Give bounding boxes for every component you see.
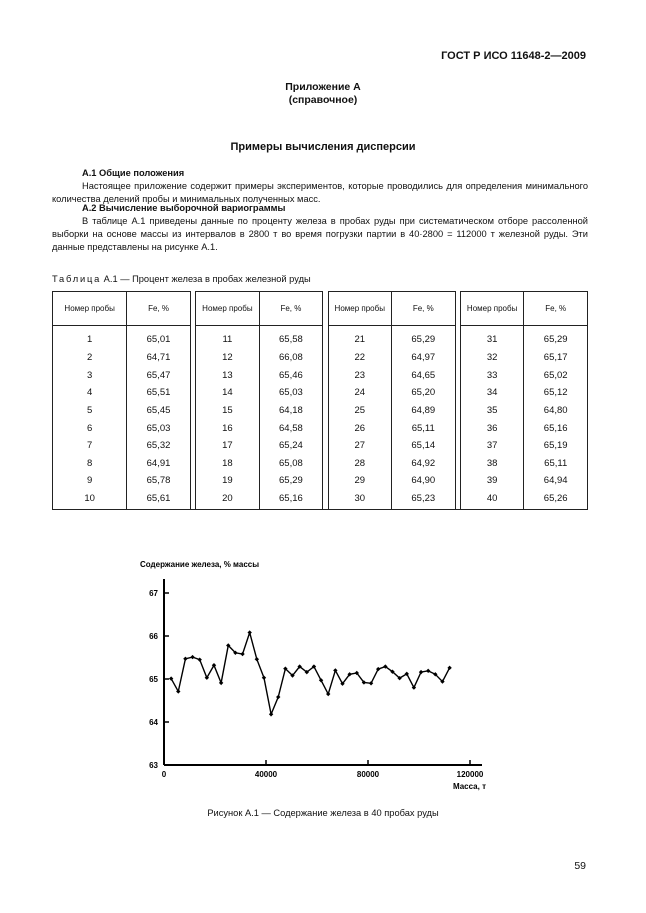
cell-fe-value: 64,18	[259, 402, 323, 420]
cell-sample-number: 38	[460, 455, 524, 473]
data-point	[276, 695, 280, 699]
cell-sample-number: 21	[328, 326, 392, 350]
table-row	[53, 326, 588, 350]
table-caption-text: А.1 — Процент железа в пробах железной руды	[103, 274, 311, 284]
appendix-title: Приложение А	[285, 81, 361, 93]
cell-sample-number: 20	[196, 490, 260, 510]
cell-fe-value: 65,23	[392, 490, 456, 510]
table-caption-prefix: Таблица	[52, 274, 102, 284]
cell-sample-number: 1	[53, 326, 127, 350]
cell-fe-value: 65,03	[127, 419, 191, 437]
a1-heading: А.1 Общие положения	[82, 168, 185, 178]
col-header-sample: Номер пробы	[196, 292, 260, 326]
table-row	[53, 349, 588, 367]
cell-sample-number: 12	[196, 349, 260, 367]
cell-sample-number: 22	[328, 349, 392, 367]
col-header-fe: Fe, %	[392, 292, 456, 326]
col-header-sample: Номер пробы	[328, 292, 392, 326]
cell-sample-number: 34	[460, 384, 524, 402]
cell-fe-value: 65,45	[127, 402, 191, 420]
cell-sample-number: 30	[328, 490, 392, 510]
data-point	[426, 669, 430, 673]
iron-content-table	[52, 291, 588, 510]
cell-fe-value: 66,08	[259, 349, 323, 367]
y-tick-label: 66	[149, 632, 158, 641]
cell-sample-number: 26	[328, 419, 392, 437]
a2-text: В таблице А.1 приведены данные по проценту железа в пробах руды при систематическом отборе рассоленной выборки на основе массы из интервалов в 2800 т во время погрузки партии в 40·2800 = 112000 т железной руды. Эти данные представлены на рисунке А.1.	[52, 216, 588, 253]
cell-sample-number: 3	[53, 367, 127, 385]
cell-sample-number: 35	[460, 402, 524, 420]
cell-sample-number: 16	[196, 419, 260, 437]
cell-fe-value: 65,29	[259, 472, 323, 490]
col-header-fe: Fe, %	[524, 292, 588, 326]
cell-sample-number: 28	[328, 455, 392, 473]
data-point	[255, 657, 259, 661]
cell-sample-number: 14	[196, 384, 260, 402]
cell-fe-value: 65,46	[259, 367, 323, 385]
cell-fe-value: 64,58	[259, 419, 323, 437]
cell-fe-value: 64,92	[392, 455, 456, 473]
cell-fe-value: 65,47	[127, 367, 191, 385]
cell-fe-value: 65,78	[127, 472, 191, 490]
appendix-subtitle: (справочное)	[288, 94, 358, 106]
cell-fe-value: 65,58	[259, 326, 323, 350]
table-row	[53, 419, 588, 437]
cell-sample-number: 18	[196, 455, 260, 473]
table-caption	[52, 274, 311, 284]
cell-fe-value: 64,94	[524, 472, 588, 490]
cell-sample-number: 5	[53, 402, 127, 420]
cell-sample-number: 37	[460, 437, 524, 455]
cell-fe-value: 64,97	[392, 349, 456, 367]
data-point	[190, 655, 194, 659]
x-tick-label: 80000	[356, 770, 380, 779]
data-point	[240, 652, 244, 656]
table-row	[53, 455, 588, 473]
cell-sample-number: 17	[196, 437, 260, 455]
cell-fe-value: 65,17	[524, 349, 588, 367]
cell-fe-value: 65,24	[259, 437, 323, 455]
cell-fe-value: 65,08	[259, 455, 323, 473]
col-header-sample: Номер пробы	[460, 292, 524, 326]
y-tick-label: 64	[149, 718, 158, 727]
cell-fe-value: 65,11	[524, 455, 588, 473]
cell-sample-number: 4	[53, 384, 127, 402]
cell-fe-value: 65,19	[524, 437, 588, 455]
x-tick-label: 120000	[456, 770, 484, 779]
x-axis-label: Масса, т	[452, 782, 486, 791]
cell-sample-number: 11	[196, 326, 260, 350]
appendix-heading	[0, 81, 646, 107]
document-code: ГОСТ Р ИСО 11648-2—2009	[441, 50, 586, 62]
cell-fe-value: 65,16	[259, 490, 323, 510]
x-tick-label: 0	[161, 770, 167, 779]
cell-sample-number: 9	[53, 472, 127, 490]
col-header-sample: Номер пробы	[53, 292, 127, 326]
data-point	[269, 712, 273, 716]
cell-sample-number: 6	[53, 419, 127, 437]
cell-sample-number: 7	[53, 437, 127, 455]
cell-fe-value: 65,61	[127, 490, 191, 510]
y-tick-label: 63	[149, 761, 158, 770]
cell-fe-value: 65,20	[392, 384, 456, 402]
a1-text: Настоящее приложение содержит примеры экспериментов, которые проводились для определения минимального количества делений пробы и минимальных полученных масс.	[52, 181, 588, 205]
x-tick-label: 40000	[254, 770, 278, 779]
cell-fe-value: 65,51	[127, 384, 191, 402]
cell-sample-number: 31	[460, 326, 524, 350]
y-tick-label: 67	[149, 589, 158, 598]
table-row	[53, 490, 588, 510]
section-title: Примеры вычисления дисперсии	[230, 141, 416, 153]
cell-sample-number: 40	[460, 490, 524, 510]
cell-sample-number: 19	[196, 472, 260, 490]
cell-fe-value: 65,16	[524, 419, 588, 437]
cell-sample-number: 10	[53, 490, 127, 510]
cell-sample-number: 25	[328, 402, 392, 420]
cell-fe-value: 64,91	[127, 455, 191, 473]
cell-sample-number: 24	[328, 384, 392, 402]
cell-sample-number: 13	[196, 367, 260, 385]
cell-sample-number: 27	[328, 437, 392, 455]
cell-fe-value: 65,26	[524, 490, 588, 510]
a2-heading: А.2 Вычисление выборочной вариограммы	[82, 203, 286, 213]
cell-fe-value: 64,65	[392, 367, 456, 385]
cell-sample-number: 32	[460, 349, 524, 367]
data-point	[247, 630, 251, 634]
data-point	[219, 681, 223, 685]
data-point	[262, 676, 266, 680]
col-header-fe: Fe, %	[127, 292, 191, 326]
cell-fe-value: 65,29	[524, 326, 588, 350]
cell-fe-value: 64,80	[524, 402, 588, 420]
cell-fe-value: 65,11	[392, 419, 456, 437]
cell-sample-number: 36	[460, 419, 524, 437]
data-point	[419, 670, 423, 674]
data-point	[183, 657, 187, 661]
figure-caption: Рисунок А.1 — Содержание железа в 40 пробах руды	[207, 808, 439, 818]
cell-sample-number: 2	[53, 349, 127, 367]
cell-fe-value: 65,01	[127, 326, 191, 350]
cell-fe-value: 65,02	[524, 367, 588, 385]
y-axis-label: Содержание железа, % массы	[140, 560, 260, 569]
iron-content-chart	[140, 556, 520, 796]
y-tick-label: 65	[149, 675, 158, 684]
cell-sample-number: 39	[460, 472, 524, 490]
cell-fe-value: 65,12	[524, 384, 588, 402]
cell-fe-value: 65,14	[392, 437, 456, 455]
table-row	[53, 384, 588, 402]
data-point	[198, 657, 202, 661]
col-header-fe: Fe, %	[259, 292, 323, 326]
table-header-row	[53, 292, 588, 326]
table-row	[53, 367, 588, 385]
cell-fe-value: 64,90	[392, 472, 456, 490]
cell-fe-value: 65,29	[392, 326, 456, 350]
cell-sample-number: 8	[53, 455, 127, 473]
cell-fe-value: 64,71	[127, 349, 191, 367]
table-row	[53, 472, 588, 490]
cell-sample-number: 29	[328, 472, 392, 490]
page-number: 59	[574, 860, 586, 872]
cell-sample-number: 33	[460, 367, 524, 385]
cell-fe-value: 64,89	[392, 402, 456, 420]
table-row	[53, 437, 588, 455]
cell-fe-value: 65,32	[127, 437, 191, 455]
cell-sample-number: 15	[196, 402, 260, 420]
cell-fe-value: 65,03	[259, 384, 323, 402]
cell-sample-number: 23	[328, 367, 392, 385]
table-row	[53, 402, 588, 420]
